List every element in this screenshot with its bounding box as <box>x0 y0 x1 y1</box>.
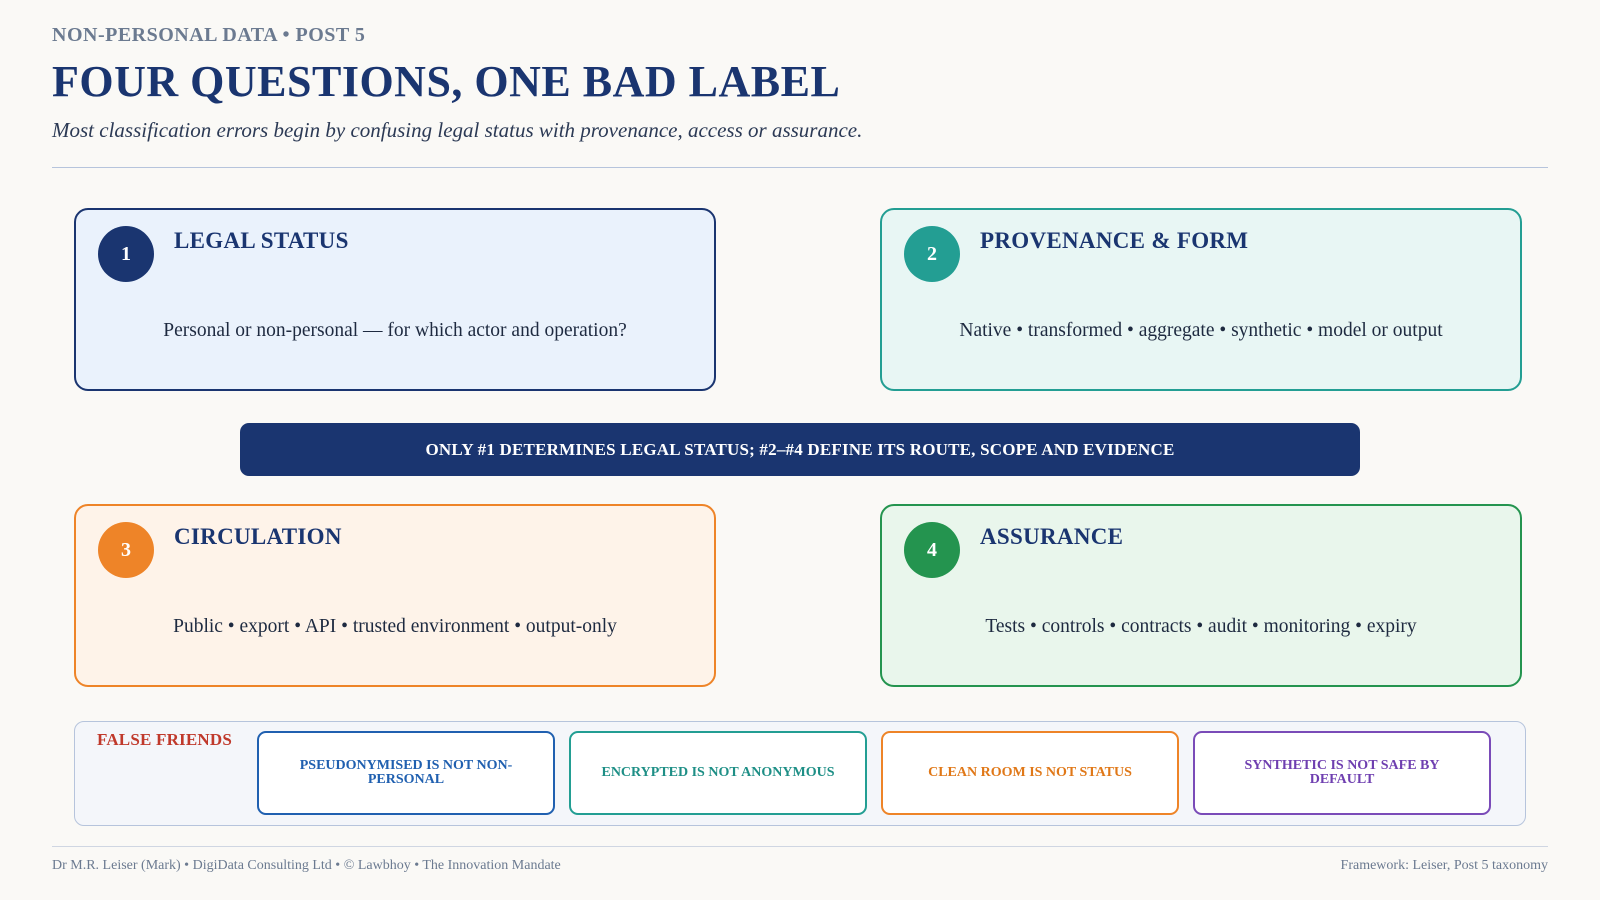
number-badge: 2 <box>904 226 960 282</box>
footer-divider <box>52 846 1548 847</box>
card-body: Tests • controls • contracts • audit • monitoring • expiry <box>985 616 1417 637</box>
post-eyebrow: NON-PERSONAL DATA • POST 5 <box>52 24 366 46</box>
false-friend-clean-room: CLEAN ROOM IS NOT STATUS <box>881 731 1179 815</box>
key-message-banner: ONLY #1 DETERMINES LEGAL STATUS; #2–#4 DEFINE ITS ROUTE, SCOPE AND EVIDENCE <box>240 423 1360 476</box>
footer-credits: Dr M.R. Leiser (Mark) • DigiData Consulting Ltd • © Lawbhoy • The Innovation Mandate <box>52 858 561 873</box>
false-friends-label: FALSE FRIENDS <box>97 730 233 749</box>
false-friends-panel <box>74 721 1526 826</box>
card-circulation <box>74 504 716 687</box>
card-assurance <box>880 504 1522 687</box>
card-title: ASSURANCE <box>980 524 1124 549</box>
page-subtitle: Most classification errors begin by confusing legal status with provenance, access or assurance. <box>52 118 863 142</box>
false-friend-pseudonymised: PSEUDONYMISED IS NOT NON-PERSONAL <box>257 731 555 815</box>
card-body: Public • export • API • trusted environment • output-only <box>173 616 617 637</box>
false-friend-synthetic: SYNTHETIC IS NOT SAFE BY DEFAULT <box>1193 731 1491 815</box>
number-badge: 3 <box>98 522 154 578</box>
card-body: Personal or non-personal — for which actor and operation? <box>163 320 627 341</box>
card-provenance-form <box>880 208 1522 391</box>
header-divider <box>52 167 1548 168</box>
card-title: CIRCULATION <box>174 524 342 549</box>
number-badge: 4 <box>904 522 960 578</box>
page-title: FOUR QUESTIONS, ONE BAD LABEL <box>52 57 841 106</box>
card-body: Native • transformed • aggregate • synthetic • model or output <box>959 320 1443 341</box>
footer-framework: Framework: Leiser, Post 5 taxonomy <box>1340 858 1548 873</box>
card-title: LEGAL STATUS <box>174 228 349 253</box>
number-badge: 1 <box>98 226 154 282</box>
card-title: PROVENANCE & FORM <box>980 228 1249 253</box>
false-friend-encrypted: ENCRYPTED IS NOT ANONYMOUS <box>569 731 867 815</box>
card-legal-status <box>74 208 716 391</box>
